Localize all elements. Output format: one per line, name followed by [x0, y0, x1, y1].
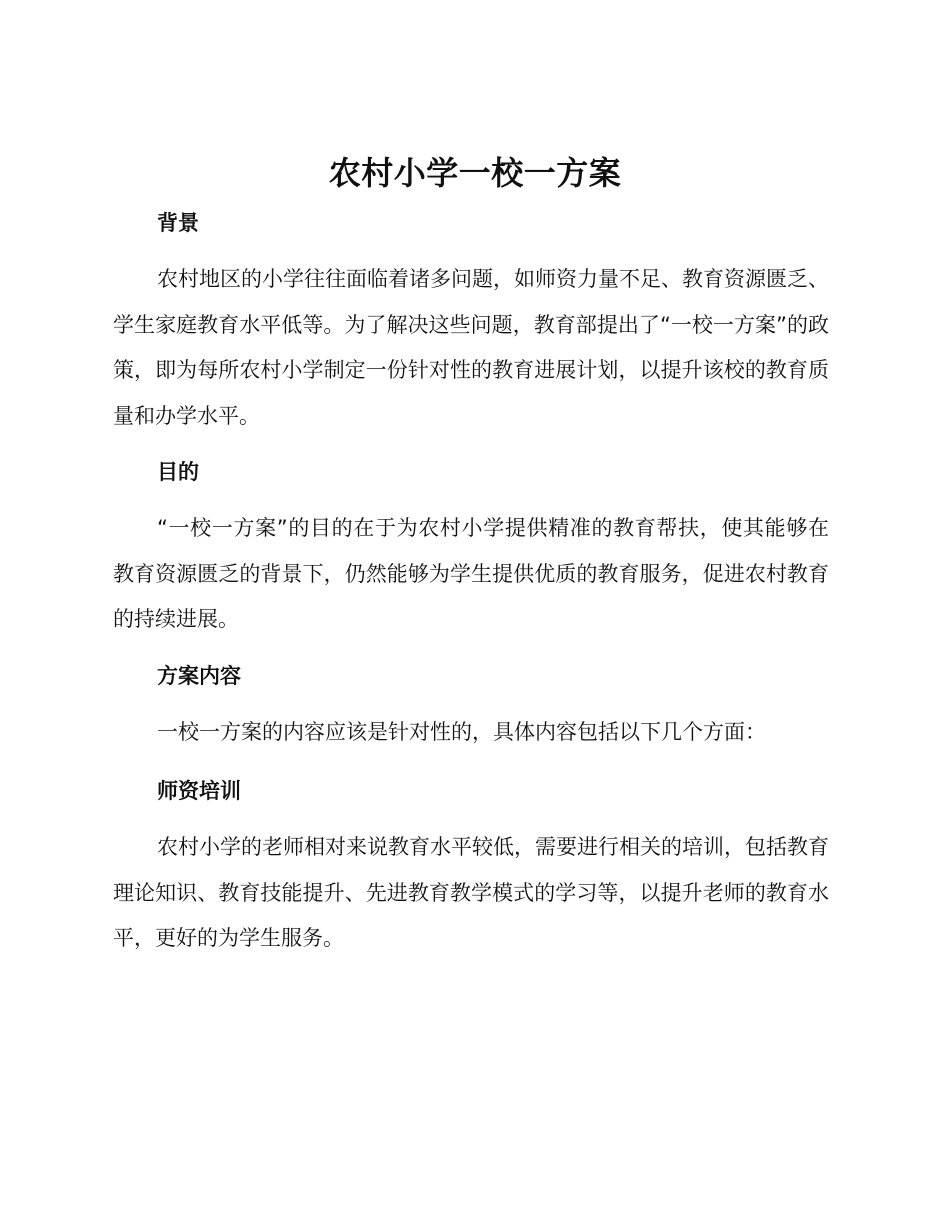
section-paragraph-background: 农村地区的小学往往面临着诸多问题，如师资力量不足、教育资源匮乏、学生家庭教育水平低等。为了解决这些问题，教育部提出了“一校一方案”的政策，即为每所农村小学制定一份针对性的教育进展计划，以提升该校的教育质量和办学水平。	[113, 267, 829, 428]
section-paragraph-teacher-training: 农村小学的老师相对来说教育水平较低，需要进行相关的培训，包括教育理论知识、教育技能提升、先进教育教学模式的学习等，以提升老师的教育水平，更好的为学生服务。	[113, 835, 829, 950]
section-paragraph-purpose: “一校一方案”的目的在于为农村小学提供精准的教育帮扶，使其能够在教育资源匮乏的背景下，仍然能够为学生提供优质的教育服务，促进农村教育的持续进展。	[113, 516, 829, 631]
section-paragraph-content: 一校一方案的内容应该是针对性的，具体内容包括以下几个方面：	[157, 720, 766, 744]
document-title: 农村小学一校一方案	[328, 154, 622, 192]
section-heading-purpose: 目的	[157, 460, 199, 484]
section-heading-background: 背景	[157, 211, 199, 235]
section-heading-content: 方案内容	[157, 664, 241, 688]
section-heading-teacher-training: 师资培训	[157, 779, 241, 803]
